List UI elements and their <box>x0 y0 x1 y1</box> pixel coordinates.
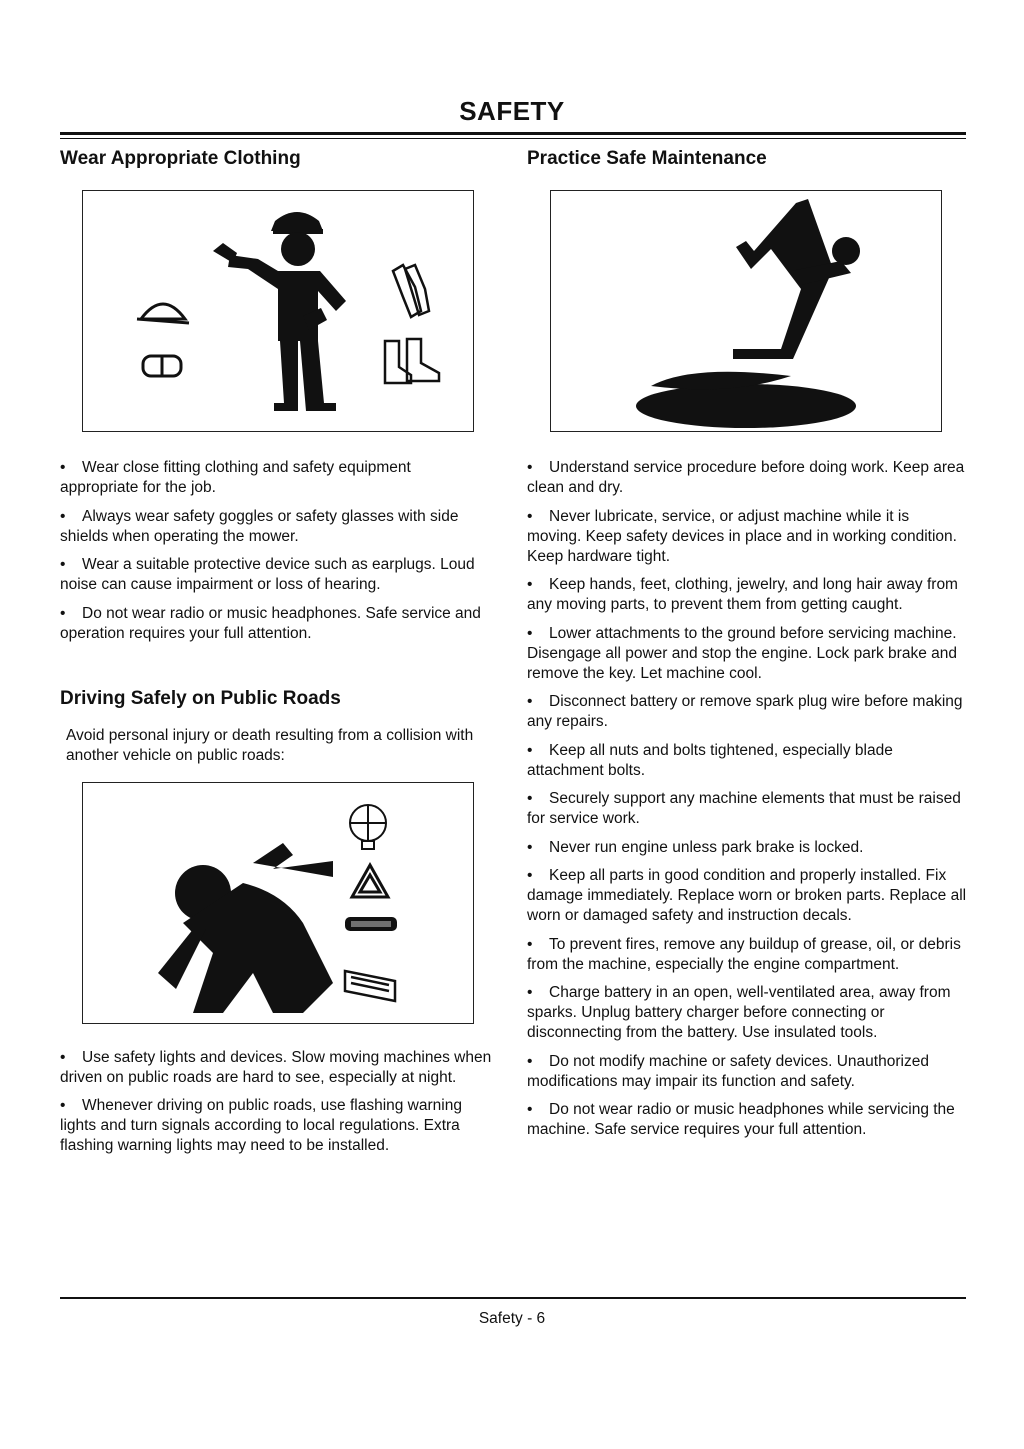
maintenance-heading: Practice Safe Maintenance <box>527 148 767 169</box>
list-item: • Keep all parts in good condition and properly installed. Fix damage immediately. Replace worn or broken parts. Replace all worn or damaged safety and instruction decals. <box>527 867 967 924</box>
list-item: • Never run engine unless park brake is locked. <box>527 838 864 856</box>
list-item: • Wear close fitting clothing and safety equipment appropriate for the job. <box>60 459 411 496</box>
maintenance-illustration <box>550 190 942 432</box>
list-item: • Wear a suitable protective device such as earplugs. Loud noise can cause impairment or loss of hearing. <box>60 556 475 593</box>
list-item: • Securely support any machine elements that must be raised for service work. <box>527 790 961 827</box>
maintenance-bullet-list <box>527 458 967 1140</box>
collision-warning-icon <box>83 783 473 1023</box>
header-rule <box>60 132 966 135</box>
roads-heading: Driving Safely on Public Roads <box>60 687 341 709</box>
roads-illustration <box>82 782 474 1024</box>
list-item: • Charge battery in an open, well-ventilated area, away from sparks. Unplug battery charger before connecting or disconnecting from the battery. Use insulated tools. <box>527 984 951 1041</box>
list-item: • Whenever driving on public roads, use flashing warning lights and turn signals according to local regulations. Extra flashing warning lights may need to be installed. <box>60 1097 462 1154</box>
footer-rule <box>60 1297 966 1299</box>
right-column <box>527 148 967 1149</box>
worker-with-ppe-icon <box>83 191 473 431</box>
clothing-bullet-list <box>60 458 492 644</box>
list-item: • Lower attachments to the ground before servicing machine. Disengage all power and stop the engine. Lock park brake and remove the key. Let machine cool. <box>527 624 957 682</box>
clothing-illustration <box>82 190 474 432</box>
list-item: • Do not wear radio or music headphones. Safe service and operation requires your full attention. <box>60 604 481 642</box>
clothing-heading: Wear Appropriate Clothing <box>60 148 301 169</box>
list-item: • Do not wear radio or music headphones while servicing the machine. Safe service requires your full attention. <box>527 1101 955 1138</box>
left-column <box>60 148 492 1165</box>
list-item: • Never lubricate, service, or adjust machine while it is moving. Keep safety devices in place and in working condition. Keep hardware tight. <box>527 507 957 565</box>
list-item: • To prevent fires, remove any buildup of grease, oil, or debris from the machine, especially the engine compartment. <box>527 935 961 973</box>
list-item: • Do not modify machine or safety devices. Unauthorized modifications may impair its function and safety. <box>527 1052 929 1090</box>
slip-and-fall-icon <box>551 191 941 431</box>
list-item: • Keep all nuts and bolts tightened, especially blade attachment bolts. <box>527 741 893 779</box>
header-rule-thin <box>60 138 966 139</box>
list-item: • Keep hands, feet, clothing, jewelry, and long hair away from any moving parts, to prevent them from getting caught. <box>527 576 958 613</box>
list-item: • Always wear safety goggles or safety glasses with side shields when operating the mower. <box>60 507 459 545</box>
page-footer: Safety - 6 <box>478 1310 546 1327</box>
page-title: SAFETY <box>459 96 565 126</box>
list-item: • Use safety lights and devices. Slow moving machines when driven on public roads are hard to see, especially at night. <box>60 1048 492 1086</box>
roads-bullet-list <box>60 1048 492 1157</box>
list-item: • Disconnect battery or remove spark plug wire before making any repairs. <box>527 693 963 730</box>
list-item: • Understand service procedure before doing work. Keep area clean and dry. <box>527 459 965 496</box>
roads-intro: Avoid personal injury or death resulting from a collision with another vehicle on public roads: <box>66 726 474 764</box>
